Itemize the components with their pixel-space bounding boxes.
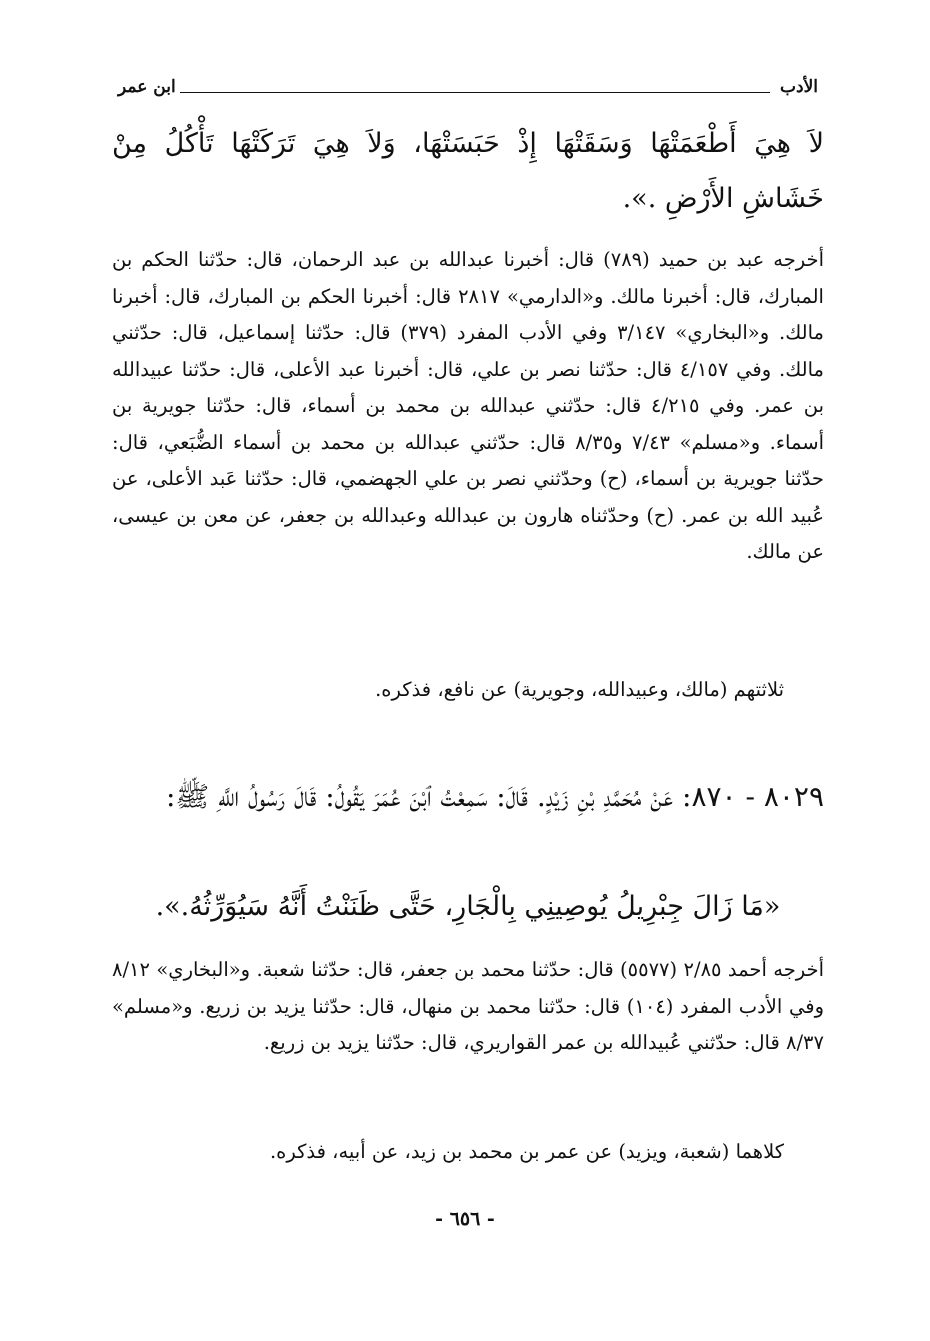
running-header xyxy=(118,76,818,104)
header-rule xyxy=(180,92,770,93)
chapter-title: الأدب xyxy=(780,77,818,97)
continued-hadith-takhrij: أخرجه عبد بن حميد (٧٨٩) قال: أخبرنا عبدالله بن عبد الرحمان، قال: حدّثنا الحكم بن المبارك، قال: أخبرنا مالك. و«الدارمي» ٢٨١٧ قال: أخبرنا الحكم بن المبارك، قال: أخبرنا مالك. و«البخاري» ٣/١٤٧ وفي الأدب المفرد (٣٧٩) قال: حدّثنا إسماعيل، قال: حدّثني مالك. وفي ٤/١٥٧ قال: حدّثنا نصر بن علي، قال: أخبرنا عبد الأعلى، قال: حدّثنا عبيدالله بن عمر. وفي ٤/٢١٥ قال: حدّثني عبدالله بن محمد بن أسماء، قال: حدّثنا جويرية بن أسماء. و«مسلم» ٧/٤٣ و٨/٣٥ قال: حدّثني عبدالله بن محمد بن أسماء الضُّبَعي، قال: حدّثنا جويرية بن أسماء، (ح) وحدّثني نصر بن علي الجهضمي، قال: حدّثنا عَبد الأعلى، عن عُبيد الله بن عمر. (ح) وحدّثناه هارون بن عبدالله وعبدالله بن جعفر، عن معن بن عيسى، عن مالك. xyxy=(112,248,824,563)
hadith-heading: ٨٠٢٩ - ٨٧٠: عَنْ مُحَمَّدِ بْنِ زَيْدٍ. قَالَ: سَمِعْتُ ٱبْنَ عُمَرَ يَقُولُ: قَالَ رَسُولُ اللَّهِ ﷺ: xyxy=(165,780,824,813)
hadith-quote: «مَا زَالَ جِبْرِيلُ يُوصِينِي بِالْجَارِ، حَتَّى ظَنَنْتُ أَنَّهُ سَيُوَرِّثُهُ.». xyxy=(155,891,781,922)
narrator-title: ابن عمر xyxy=(118,77,176,97)
continued-hadith-text: لاَ هِيَ أَطْعَمَتْهَا وَسَقَتْهَا إِذْ حَبَسَتْهَا، وَلاَ هِيَ تَرَكَتْهَا تَأْكُلُ مِنْ خَشَاشِ الأَرْضِ .». xyxy=(112,128,824,214)
hadith-takhrij: أخرجه أحمد ٢/٨٥ (٥٥٧٧) قال: حدّثنا محمد بن جعفر، قال: حدّثنا شعبة. و«البخاري» ٨/١٢ وفي الأدب المفرد (١٠٤) قال: حدّثنا محمد بن منهال، قال: حدّثنا يزيد بن زريع. و«مسلم» ٨/٣٧ قال: حدّثني عُبيدالله بن عمر القواريري، قال: حدّثنا يزيد بن زريع. xyxy=(112,958,824,1054)
page-number: - ٦٥٦ - xyxy=(435,1208,495,1230)
continued-hadith-conclusion: ثلاثتهم (مالك، وعبيدالله، وجويرية) عن نافع، فذكره. xyxy=(375,678,784,701)
hadith-conclusion: كلاهما (شعبة، ويزيد) عن عمر بن محمد بن زيد، عن أبيه، فذكره. xyxy=(269,1140,784,1163)
